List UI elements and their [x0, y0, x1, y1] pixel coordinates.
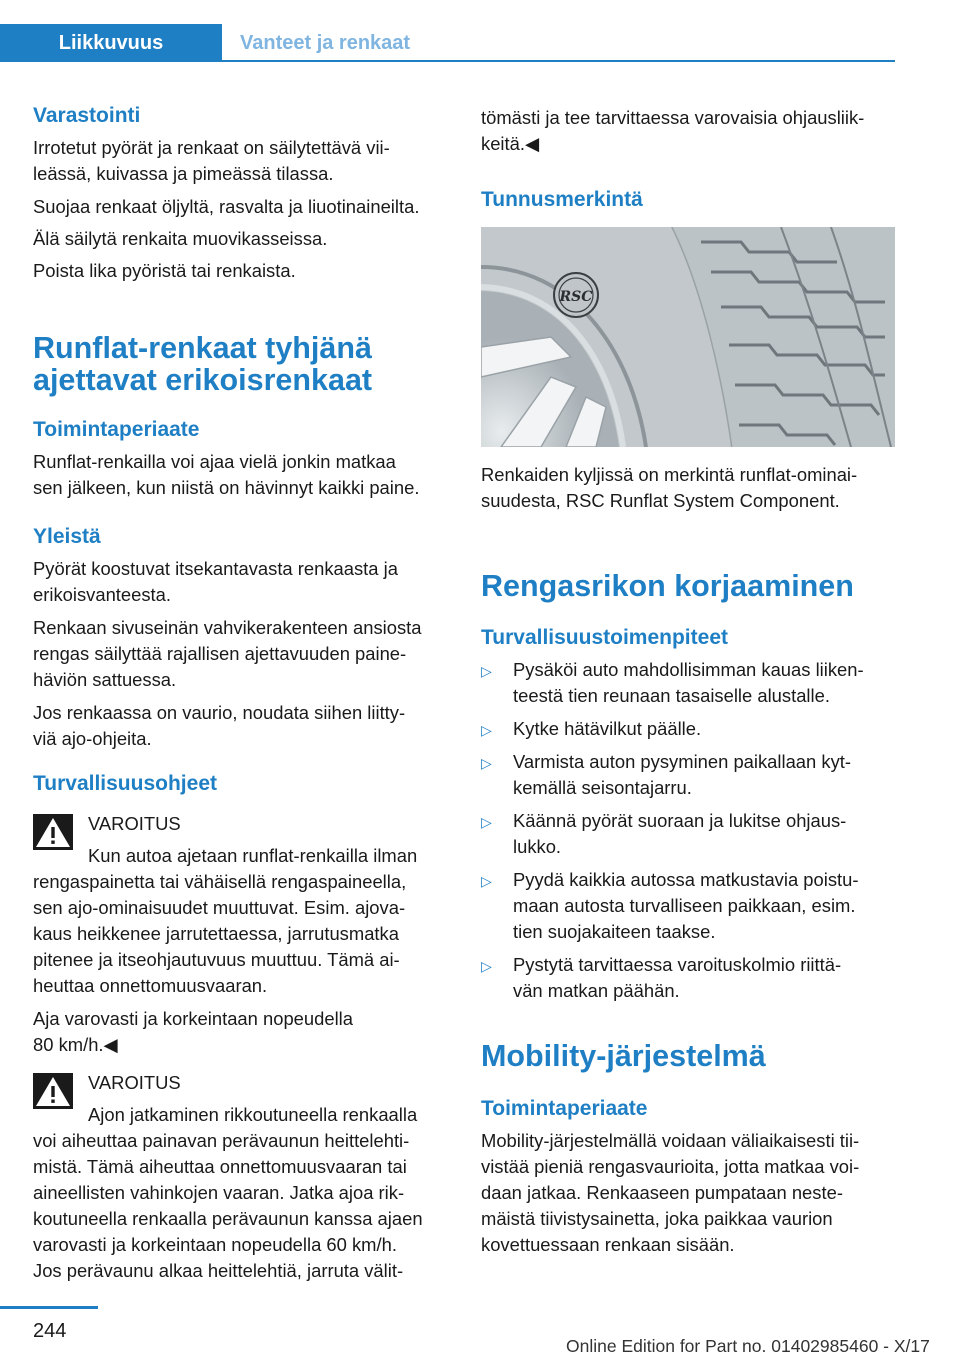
mobility-text: kovettuessaan renkaan sisään.: [481, 1234, 735, 1255]
warning-text: 80 km/h.◀: [33, 1034, 118, 1055]
storage-text: leässä, kuivassa ja pimeässä tilassa.: [33, 163, 334, 184]
bullet-text: tien suojakaiteen taakse.: [513, 921, 716, 942]
general-text: häviön sattuessa.: [33, 669, 177, 690]
warning-text: mistä. Tämä aiheuttaa onnettomuusvaaran tai: [33, 1156, 407, 1177]
general-text: Jos renkaassa on vaurio, noudata siihen liitty-: [33, 702, 406, 723]
image-caption: suudesta, RSC Runflat System Component.: [481, 490, 840, 511]
bullet-text: Pysäköi auto mahdollisimman kauas liiken-: [513, 659, 864, 680]
warning-triangle-icon: [33, 814, 73, 850]
edition-note: Online Edition for Part no. 01402985460 - X/17: [566, 1336, 930, 1356]
bullet-text: kemällä seisontajarru.: [513, 777, 692, 798]
header-subsection-tab: Vanteet ja renkaat: [240, 31, 411, 54]
bullet-marker: ▷: [481, 814, 492, 830]
bullet-text: teestä tien reunaan tasaiselle alustalle.: [513, 685, 830, 706]
warning-text: Kun autoa ajetaan runflat-renkailla ilman: [88, 845, 418, 866]
warning-text: Jos perävaunu alkaa heittelehtiä, jarruta välit-: [33, 1260, 404, 1281]
warning-text: varovasti ja korkeintaan nopeudella 60 km/h.: [33, 1234, 397, 1255]
general-text: Pyörät koostuvat itsekantavasta renkaasta ja: [33, 558, 398, 579]
page-number: 244: [33, 1320, 67, 1342]
safety-heading: Turvallisuusohjeet: [33, 772, 217, 795]
warning-text: aineellisten vahinkojen vaaran. Jatka ajoa rik-: [33, 1182, 405, 1203]
warning-label: VAROITUS: [88, 1072, 181, 1093]
runflat-title: Runflat-renkaat tyhjänä: [33, 331, 372, 365]
general-text: erikoisvanteesta.: [33, 584, 172, 605]
mobility-text: daan jatkaa. Renkaaseen pumpataan neste-: [481, 1182, 843, 1203]
mobility-text: mäistä tiivistysainetta, joka paikkaa vaurion: [481, 1208, 833, 1229]
bullet-text: vän matkan päähän.: [513, 980, 680, 1001]
mobility-principle-heading: Toimintaperiaate: [481, 1097, 648, 1120]
principle-heading: Toimintaperiaate: [33, 418, 200, 441]
header-rule: [0, 60, 895, 62]
general-heading: Yleistä: [33, 525, 101, 548]
bullet-marker: ▷: [481, 958, 492, 974]
principle-text: Runflat-renkailla voi ajaa vielä jonkin matkaa: [33, 451, 396, 472]
measures-heading: Turvallisuustoimenpiteet: [481, 626, 728, 649]
marking-heading: Tunnusmerkintä: [481, 188, 643, 211]
warning-text: sen ajo-ominaisuudet muuttuvat. Esim. ajova-: [33, 897, 406, 918]
warning-text: kaus heikkenee jarrutettaessa, jarrutusmatka: [33, 923, 399, 944]
bullet-text: lukko.: [513, 836, 562, 857]
warning-text-continued: keitä.◀: [481, 133, 540, 154]
mobility-title: Mobility-järjestelmä: [481, 1039, 766, 1073]
footer-rule: [0, 1306, 98, 1309]
mobility-text: Mobility-järjestelmällä voidaan väliaikaisesti tii-: [481, 1130, 860, 1151]
runflat-title: ajettavat erikoisrenkaat: [33, 363, 373, 397]
image-caption: Renkaiden kyljissä on merkintä runflat-ominai-: [481, 464, 858, 485]
storage-text: Poista lika pyöristä tai renkaista.: [33, 260, 296, 281]
general-text: viä ajo-ohjeita.: [33, 728, 152, 749]
bullet-marker: ▷: [481, 873, 492, 889]
principle-text: sen jälkeen, kun niistä on hävinnyt kaikki paine.: [33, 477, 420, 498]
bullet-text: Varmista auton pysyminen paikallaan kyt-: [513, 751, 851, 772]
warning-text: pitenee ja itseohjautuvuus muuttuu. Tämä ai-: [33, 949, 400, 970]
bullet-text: Pyydä kaikkia autossa matkustavia poistu-: [513, 869, 859, 890]
bullet-text: Pystytä tarvittaessa varoituskolmio riittä-: [513, 954, 842, 975]
general-text: Renkaan sivuseinän vahvikerakenteen ansiosta: [33, 617, 422, 638]
warning-triangle-icon: [33, 1073, 73, 1109]
runflat-tire-illustration: [481, 227, 895, 447]
warning-text: Ajon jatkaminen rikkoutuneella renkaalla: [88, 1104, 418, 1125]
storage-heading: Varastointi: [33, 104, 141, 127]
mobility-text: vistää pieniä rengasvaurioita, jotta matkaa voi-: [481, 1156, 860, 1177]
repair-title: Rengasrikon korjaaminen: [481, 569, 854, 603]
bullet-text: maan autosta turvalliseen paikkaan, esim.: [513, 895, 856, 916]
warning-text: Aja varovasti ja korkeintaan nopeudella: [33, 1008, 353, 1029]
storage-text: Irrotetut pyörät ja renkaat on säilytettävä vii-: [33, 137, 390, 158]
bullet-marker: ▷: [481, 722, 492, 738]
rsc-logo-text: RSC: [559, 289, 593, 305]
header-section-tab: Liikkuvuus: [0, 24, 222, 62]
tire-drawing: [481, 227, 895, 447]
warning-text: koutuneella renkaalla perävaunun kanssa ajaen: [33, 1208, 423, 1229]
storage-text: Älä säilytä renkaita muovikasseissa.: [33, 228, 328, 249]
bullet-marker: ▷: [481, 755, 492, 771]
bullet-text: Käännä pyörät suoraan ja lukitse ohjaus-: [513, 810, 847, 831]
bullet-text: Kytke hätävilkut päälle.: [513, 718, 702, 739]
warning-text-continued: tömästi ja tee tarvittaessa varovaisia ohjausliik-: [481, 107, 865, 128]
warning-text: voi aiheuttaa painavan perävaunun heittelehti-: [33, 1130, 410, 1151]
warning-label: VAROITUS: [88, 813, 181, 834]
warning-text: heuttaa onnettomuusvaaran.: [33, 975, 268, 996]
warning-text: rengaspainetta tai vähäisellä rengaspaineella,: [33, 871, 407, 892]
general-text: rengas säilyttää rajallisen ajettavuuden paine-: [33, 643, 407, 664]
bullet-marker: ▷: [481, 663, 492, 679]
storage-text: Suojaa renkaat öljyltä, rasvalta ja liuotinaineilta.: [33, 196, 420, 217]
